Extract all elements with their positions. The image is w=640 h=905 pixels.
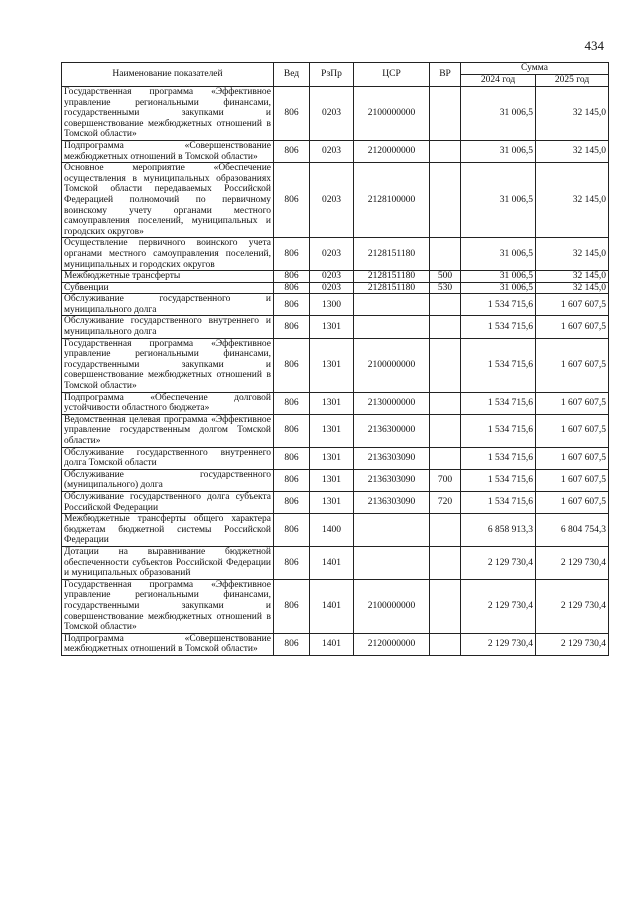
cell-sum-2025: 2 129 730,4 [536,633,609,655]
cell-sum-2024: 31 006,5 [461,282,536,294]
cell-csr: 2120000000 [354,140,430,162]
cell-ved: 806 [274,140,310,162]
cell-name: Обслуживание государственного долга субъекта Российской Федерации [62,491,274,513]
cell-csr: 2100000000 [354,338,430,392]
cell-name: Обслуживание государственного внутреннего долга Томской области [62,447,274,469]
cell-name: Подпрограмма «Обеспечение долговой устойчивости областного бюджета» [62,392,274,414]
cell-csr [354,514,430,547]
cell-name: Подпрограмма «Совершенствование межбюджетных отношений в Томской области» [62,633,274,655]
cell-sum-2025: 32 145,0 [536,271,609,283]
cell-csr [354,294,430,316]
budget-table [61,62,609,656]
header-year-2024: 2024 год [461,75,536,87]
cell-rzpr: 1301 [310,491,354,513]
cell-ved: 806 [274,271,310,283]
cell-vr [430,163,461,238]
table-header [62,63,609,87]
table-row [62,294,609,316]
cell-sum-2025: 1 607 607,5 [536,469,609,491]
cell-sum-2025: 1 607 607,5 [536,316,609,338]
cell-rzpr: 0203 [310,282,354,294]
cell-sum-2025: 1 607 607,5 [536,338,609,392]
cell-sum-2025: 1 607 607,5 [536,447,609,469]
cell-ved: 806 [274,491,310,513]
cell-ved: 806 [274,163,310,238]
cell-csr [354,316,430,338]
cell-vr: 720 [430,491,461,513]
table-row [62,163,609,238]
cell-csr: 2120000000 [354,633,430,655]
header-sum: Сумма [461,63,609,75]
cell-sum-2025: 32 145,0 [536,238,609,271]
cell-rzpr: 1301 [310,392,354,414]
cell-csr: 2136303090 [354,447,430,469]
cell-vr [430,514,461,547]
cell-vr [430,316,461,338]
cell-vr [430,414,461,447]
cell-ved: 806 [274,514,310,547]
cell-sum-2024: 31 006,5 [461,163,536,238]
header-name: Наименование показателей [62,63,274,87]
cell-ved: 806 [274,87,310,141]
cell-vr [430,87,461,141]
cell-csr: 2128151180 [354,238,430,271]
cell-vr [430,338,461,392]
table-row [62,238,609,271]
cell-sum-2024: 31 006,5 [461,271,536,283]
table-row [62,87,609,141]
cell-name: Государственная программа «Эффективное управление региональными финансами, государственными закупками и совершенствование межбюджетных отношений в Томской области» [62,87,274,141]
cell-vr: 700 [430,469,461,491]
cell-sum-2024: 1 534 715,6 [461,392,536,414]
cell-name: Государственная программа «Эффективное управление региональными финансами, государственными закупками и совершенствование межбюджетных отношений в Томской области» [62,338,274,392]
cell-sum-2024: 1 534 715,6 [461,469,536,491]
cell-rzpr: 1401 [310,579,354,633]
cell-name: Дотации на выравнивание бюджетной обеспеченности субъектов Российской Федерации и муниципальных образований [62,546,274,579]
cell-vr [430,633,461,655]
table-row [62,282,609,294]
table-row [62,469,609,491]
cell-sum-2024: 1 534 715,6 [461,294,536,316]
cell-rzpr: 1301 [310,414,354,447]
table-row [62,579,609,633]
cell-vr [430,447,461,469]
cell-rzpr: 1401 [310,546,354,579]
cell-sum-2024: 1 534 715,6 [461,447,536,469]
cell-name: Государственная программа «Эффективное управление региональными финансами, государственными закупками и совершенствование межбюджетных отношений в Томской области» [62,579,274,633]
cell-sum-2024: 1 534 715,6 [461,414,536,447]
table-row [62,414,609,447]
cell-csr: 2128151180 [354,282,430,294]
cell-rzpr: 1301 [310,338,354,392]
table-row [62,316,609,338]
cell-rzpr: 1301 [310,447,354,469]
cell-sum-2024: 31 006,5 [461,238,536,271]
cell-name: Ведомственная целевая программа «Эффективное управление государственным долгом Томской области» [62,414,274,447]
cell-ved: 806 [274,469,310,491]
cell-ved: 806 [274,238,310,271]
cell-name: Субвенции [62,282,274,294]
cell-sum-2025: 2 129 730,4 [536,579,609,633]
cell-sum-2025: 32 145,0 [536,163,609,238]
table-row [62,338,609,392]
table-row [62,491,609,513]
cell-ved: 806 [274,579,310,633]
cell-vr [430,392,461,414]
cell-ved: 806 [274,316,310,338]
cell-vr [430,294,461,316]
cell-csr: 2136303090 [354,469,430,491]
cell-rzpr: 1301 [310,316,354,338]
table-row [62,392,609,414]
cell-csr: 2128151180 [354,271,430,283]
cell-ved: 806 [274,294,310,316]
cell-sum-2025: 1 607 607,5 [536,392,609,414]
cell-ved: 806 [274,338,310,392]
table-row [62,447,609,469]
table-body [62,87,609,656]
cell-name: Обслуживание государственного (муниципального) долга [62,469,274,491]
table-row [62,546,609,579]
cell-sum-2025: 2 129 730,4 [536,546,609,579]
cell-vr: 500 [430,271,461,283]
cell-ved: 806 [274,546,310,579]
table-row [62,140,609,162]
header-vr: ВР [430,63,461,87]
cell-sum-2025: 1 607 607,5 [536,294,609,316]
cell-sum-2025: 32 145,0 [536,140,609,162]
cell-rzpr: 0203 [310,140,354,162]
cell-vr: 530 [430,282,461,294]
cell-csr [354,546,430,579]
cell-name: Подпрограмма «Совершенствование межбюджетных отношений в Томской области» [62,140,274,162]
cell-vr [430,546,461,579]
cell-name: Обслуживание государственного и муниципального долга [62,294,274,316]
header-ved: Вед [274,63,310,87]
header-year-2025: 2025 год [536,75,609,87]
table-row [62,633,609,655]
cell-sum-2024: 1 534 715,6 [461,338,536,392]
cell-name: Обслуживание государственного внутреннего и муниципального долга [62,316,274,338]
cell-ved: 806 [274,414,310,447]
cell-sum-2024: 2 129 730,4 [461,579,536,633]
table-row [62,514,609,547]
cell-name: Межбюджетные трансферты [62,271,274,283]
cell-ved: 806 [274,633,310,655]
cell-rzpr: 0203 [310,87,354,141]
cell-vr [430,140,461,162]
cell-ved: 806 [274,447,310,469]
cell-csr: 2136303090 [354,491,430,513]
header-csr: ЦСР [354,63,430,87]
cell-name: Основное мероприятие «Обеспечение осуществления в муниципальных образованиях Томской области передаваемых Российской Федерацией полномочий по первичному воинскому учету органами местного самоуправления поселений, муниципальных и городских округов» [62,163,274,238]
cell-sum-2024: 1 534 715,6 [461,316,536,338]
cell-csr: 2100000000 [354,579,430,633]
cell-csr: 2100000000 [354,87,430,141]
cell-csr: 2136300000 [354,414,430,447]
cell-sum-2024: 1 534 715,6 [461,491,536,513]
table-row [62,271,609,283]
cell-sum-2025: 1 607 607,5 [536,414,609,447]
cell-sum-2025: 32 145,0 [536,282,609,294]
cell-rzpr: 1300 [310,294,354,316]
cell-rzpr: 1401 [310,633,354,655]
cell-ved: 806 [274,392,310,414]
cell-csr: 2128100000 [354,163,430,238]
cell-sum-2025: 1 607 607,5 [536,491,609,513]
cell-rzpr: 0203 [310,271,354,283]
cell-vr [430,238,461,271]
cell-rzpr: 1400 [310,514,354,547]
page-number: 434 [584,38,604,53]
header-rzpr: РзПр [310,63,354,87]
cell-sum-2024: 31 006,5 [461,87,536,141]
cell-rzpr: 0203 [310,238,354,271]
cell-vr [430,579,461,633]
cell-name: Осуществление первичного воинского учета органами местного самоуправления поселений, муниципальных и городских округов [62,238,274,271]
cell-sum-2024: 6 858 913,3 [461,514,536,547]
cell-sum-2025: 6 804 754,3 [536,514,609,547]
cell-rzpr: 0203 [310,163,354,238]
cell-name: Межбюджетные трансферты общего характера бюджетам бюджетной системы Российской Федерации [62,514,274,547]
cell-sum-2024: 2 129 730,4 [461,633,536,655]
cell-csr: 2130000000 [354,392,430,414]
cell-ved: 806 [274,282,310,294]
cell-sum-2024: 2 129 730,4 [461,546,536,579]
cell-sum-2025: 32 145,0 [536,87,609,141]
cell-sum-2024: 31 006,5 [461,140,536,162]
cell-rzpr: 1301 [310,469,354,491]
